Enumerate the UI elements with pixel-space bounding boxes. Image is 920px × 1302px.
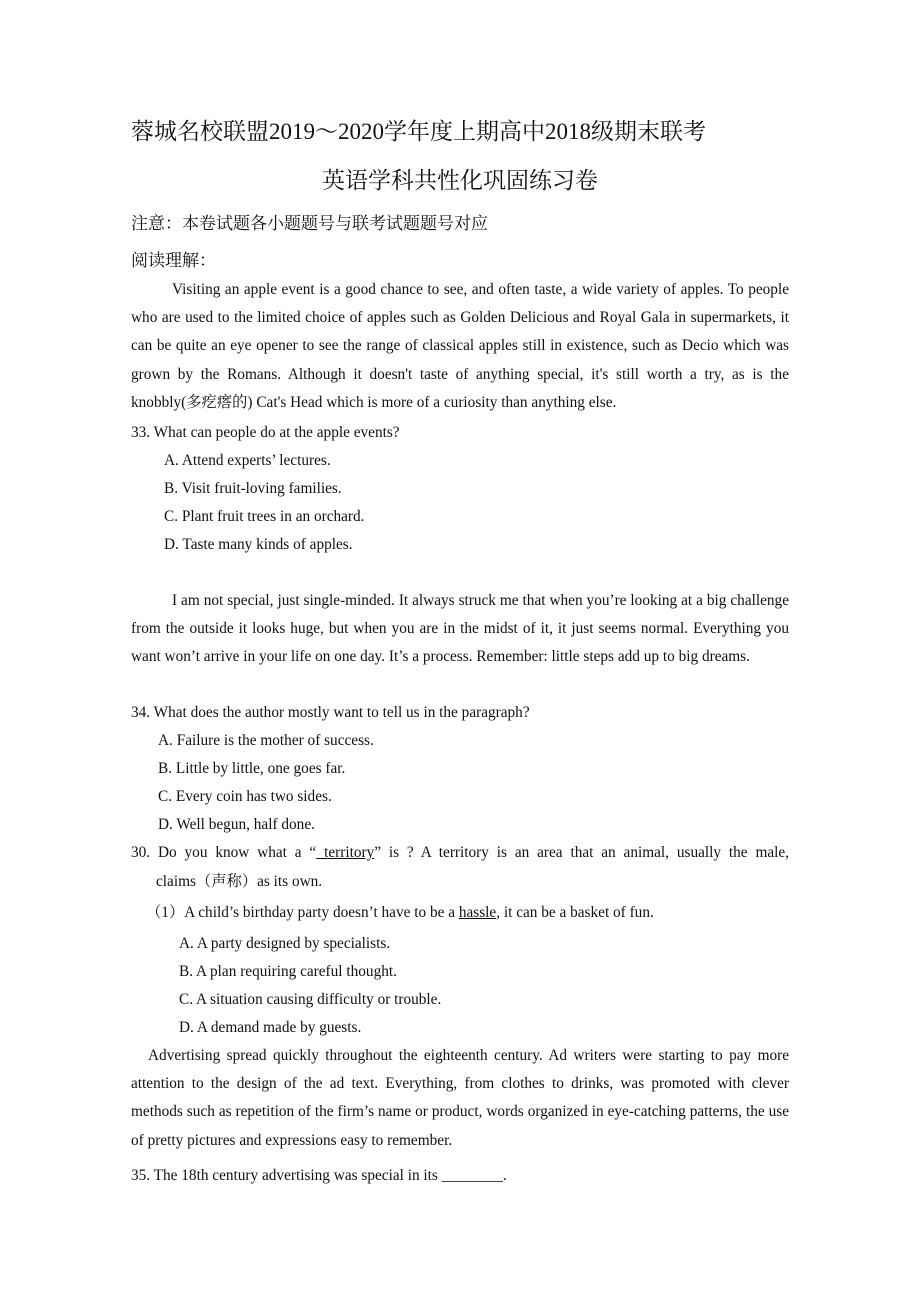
question-30-stem-line2: claims（声称）as its own. [156,873,323,890]
question-34-stem: 34. What does the author mostly want to tell us in the paragraph? [131,704,530,721]
question-33-stem: 33. What can people do at the apple events? [131,424,400,441]
notice: 注意：本卷试题各小题题号与联考试题题号对应 [131,214,488,233]
document-subtitle: 英语学科共性化巩固练习卷 [322,168,598,193]
question-30-stem [131,843,789,863]
question-30-term: territory [316,844,375,861]
passage-2: I am not special, just single-minded. It always struck me that when you’re looking at a big challenge from the outside it looks huge, but when you are in the midst of it, it just seems normal. Everything you want won’t arrive in your life on one day. It’s a process. Remember: little steps add up to big dreams. [131,592,789,666]
question-30-suffix: ” is ? A territory is an area that an animal, usually the male, [374,844,789,861]
section-heading: 阅读理解： [131,251,216,270]
question-30-option-d: D. A demand made by guests. [179,1019,362,1036]
question-30-option-a: A. A party designed by specialists. [179,935,391,952]
question-35-end: . [502,1167,507,1184]
question-33-option-a: A. Attend experts’ lectures. [164,452,331,469]
question-30-option-b: B. A plan requiring careful thought. [179,963,397,980]
question-33-option-d: D. Taste many kinds of apples. [164,536,353,553]
question-35-stem [131,1166,507,1186]
passage-3: Advertising spread quickly throughout the eighteenth century. Ad writers were starting to pay more attention to the design of the ad text. Everything, from clothes to drinks, was promoted with clever methods such as repetition of the firm’s name or product, words organized in eye-catching patterns, the use of pretty pictures and expressions easy to remember. [131,1047,789,1149]
question-34-option-d: D. Well begun, half done. [158,816,315,833]
question-33-option-c: C. Plant fruit trees in an orchard. [164,508,365,525]
question-30-subquestion-1 [146,903,654,923]
answer-blank: ________ [441,1167,503,1184]
question-33-option-b: B. Visit fruit-loving families. [164,480,342,497]
subquestion-prefix: （1）A child’s birthday party doesn’t have to be a [146,904,459,921]
document-title: 蓉城名校联盟2019～2020学年度上期高中2018级期末联考 [131,119,706,144]
question-34-option-a: A. Failure is the mother of success. [158,732,374,749]
question-30-option-c: C. A situation causing difficulty or trouble. [179,991,442,1008]
passage-1: Visiting an apple event is a good chance to see, and often taste, a wide variety of apples. To people who are used to the limited choice of apples such as Golden Delicious and Royal Gala in supermarkets, it can be quite an eye opener to see the range of classical apples still in existence, such as Decio which was grown by the Romans. Although it doesn't taste of anything special, it's still worth a try, as is the knobbly(多疙瘩的) Cat's Head which is more of a curiosity than anything else. [131,281,789,411]
question-35-text: 35. The 18th century advertising was special in its [131,1167,442,1184]
question-30-prefix: 30. Do you know what a “ [131,844,317,861]
subquestion-term: hassle [458,904,497,921]
question-34-option-b: B. Little by little, one goes far. [158,760,346,777]
subquestion-suffix: , it can be a basket of fun. [496,904,654,921]
question-34-option-c: C. Every coin has two sides. [158,788,332,805]
